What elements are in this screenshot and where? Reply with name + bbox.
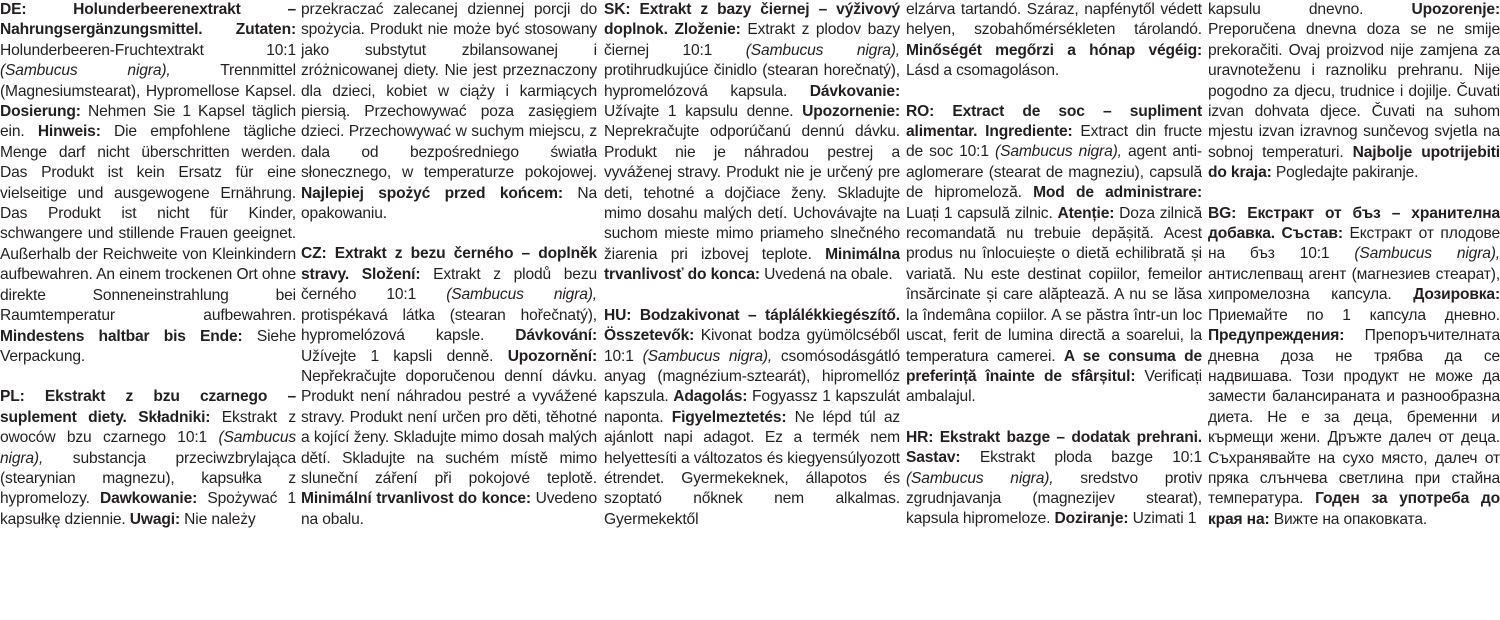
warning-text: Препоръчителната дневна доза не трябва да се надвишава. Този продукт не може да замести балансираната и разнообразна диета. Не е за деца, бременни и кърмещи жени. Дръжте далеч от деца. Съхранявайте на сухо място, далеч от пряка слънчева светлина при стайна температура. xyxy=(1208,327,1500,508)
section-cz xyxy=(301,244,597,530)
latin-name: (Sambucus nigra), xyxy=(0,429,296,467)
ingredients-text-2: protihrudkujúce činidlo (stearan horečnatý), hypromelózová kapsula. xyxy=(604,62,900,100)
best-before-text: Verificați ambalajul. xyxy=(906,367,1202,406)
ingredients-label: Sastav: xyxy=(906,449,961,467)
ingredients-text: Ekstrakt z owoców bzu czarnego 10:1 xyxy=(0,408,296,447)
ingredients-text-2: sredstvo protiv zgrudnjavanja (magnezijev stearat), kapsula hipromeloze. xyxy=(906,469,1202,528)
ingredients-label: Zutaten: xyxy=(235,21,296,39)
warning-label: Figyelmeztetés: xyxy=(671,408,787,426)
ingredients-label: Състав: xyxy=(1281,225,1343,243)
best-before-text: Uvedeno na obalu. xyxy=(301,490,597,528)
section-hu xyxy=(604,306,900,530)
latin-name: (Sambucus nigra), xyxy=(745,41,900,59)
dosage-label: Дозировка: xyxy=(1413,286,1500,304)
ingredients-text: Holunderbeeren-Fruchtextrakt 10:1 xyxy=(0,41,296,59)
dosage-text-start: Uzimati 1 xyxy=(1128,510,1197,528)
best-before-text: Lásd a csomagoláson. xyxy=(906,62,1060,80)
latin-name: (Sambucus nigra), xyxy=(446,286,597,304)
dosage-text: Spożywać 1 kapsułkę dziennie. xyxy=(0,490,296,528)
warning-label: Предупреждения: xyxy=(1208,327,1345,345)
dosage-text: Fogyassz 1 kapszulát naponta. xyxy=(604,388,900,426)
ingredients-label: Složení: xyxy=(361,265,421,283)
dosage-label: Mod de administrare: xyxy=(1033,184,1202,202)
warning-text-start: Ne lépd túl az ajánlott napi adagot. Ez a termék nem helyettesíti a változatos és kiegyensúlyozott étrendet. Gyermekeknek, állapotos és szoptató nőknek nem alkalmas. Gyermekektől xyxy=(604,408,900,528)
dosage-text: Nehmen Sie 1 Kapsel täglich ein. xyxy=(0,103,296,141)
ingredients-label: Zloženie: xyxy=(674,21,741,39)
latin-name: (Sambucus nigra), xyxy=(906,469,1054,487)
best-before-text: Uvedená na obale. xyxy=(759,266,893,284)
warning-label: Hinweis: xyxy=(37,123,101,141)
section-heading: RO: Extract de soc – supliment alimentar. xyxy=(906,102,1202,141)
best-before-text: Вижте на опаковката. xyxy=(1269,510,1428,528)
best-before-label: Najbolje upotrijebiti do kraja: xyxy=(1208,143,1500,182)
section-hu-continued: elzárva tartandó. Száraz, napfénytől védett helyen, szobahőmérsékleten tárolandó. Minőségét megőrzi a hónap végéig: Lásd a csomagoláson. xyxy=(906,1,1202,80)
section-hr xyxy=(906,428,1202,530)
latin-name: (Sambucus nigra), xyxy=(995,143,1122,161)
ingredients-text: Extrakt z plodů bezu černého 10:1 xyxy=(301,265,597,304)
section-hr-continued: kapsulu dnevno. Upozorenje: Preporučena dnevna doza se ne smije prekoračiti. Ovaj proizvod nije zamjena za uravnoteženu i raznoliku prehranu. Nije pogodno za djecu, trudnice i dojilje. Čuvati izvan dohvata djece. Čuvati na suhom mjestu izvan izravnog sunčevog svjetla na sobnoj temperaturi. Najbolje upotrijebiti do kraja: Pogledajte pakiranje. xyxy=(1208,1,1500,182)
best-before-label: Minimálna trvanlivosť do konca: xyxy=(604,245,900,284)
dosage-label: Doziranje: xyxy=(1054,510,1129,528)
section-heading: SK: Extrakt z bazy čiernej – výživový doplnok. xyxy=(604,1,900,39)
section-heading: HU: Bodzakivonat – táplálékkiegészítő. xyxy=(604,306,900,324)
dosage-text: Užívejte 1 kapsli denně. xyxy=(301,347,508,365)
warning-label: Uwagi: xyxy=(129,510,180,528)
best-before-label: Mindestens haltbar bis Ende: xyxy=(0,327,243,345)
best-before-label: Minőségét megőrzi a hónap végéig: xyxy=(906,41,1202,59)
warning-text-start: Nie należy xyxy=(180,510,256,528)
dosage-label: Dawkowanie: xyxy=(100,490,198,508)
best-before-label: A se consuma de preferință înainte de sfârșitul: xyxy=(906,347,1202,385)
warning-text: Nepřekračujte doporučenou denní dávku. Produkt není náhradou pestré a vyvážené stravy. Produkt není určen pro děti, těhotné a kojící ženy. Skladujte mimo dosah malých dětí. Skladujte na suchém místě mimo sluneční záření při pokojové teplotě. xyxy=(301,367,597,487)
best-before-label: Годен за употреба до края на: xyxy=(1208,490,1500,528)
warning-label: Upozorenje: xyxy=(1411,1,1500,18)
column-2 xyxy=(301,0,597,620)
section-sk xyxy=(604,0,900,286)
warning-text: Die empfohlene tägliche Menge darf nicht überschritten werden. Das Produkt ist kein Ersatz für eine vielseitige und ausgewogene Ernährung. Das Produkt ist nicht für Kinder, schwangere und stillende Frauen geeignet. Außerhalb der Reichweite von Kleinkindern aufbewahren. An einem trockenen Ort ohne direkte Sonneneinstrahlung bei Raumtemperatur aufbewahren. xyxy=(0,123,296,325)
ingredients-text: Екстракт от плодове на бъз 10:1 xyxy=(1208,225,1500,263)
ingredients-text-2: csomósodásgátló anyag (magnézium-sztearát), hipromellóz kapszula. xyxy=(604,347,900,406)
section-de xyxy=(0,0,296,367)
dosage-text: Luați 1 capsulă zilnic. xyxy=(906,204,1058,222)
ingredients-text-2: антислепващ агент (магнезиев стеарат), хипромелозна капсула. xyxy=(1208,265,1500,304)
ingredients-text: Extract din fructe de soc 10:1 xyxy=(906,123,1202,161)
column-3 xyxy=(604,0,900,620)
dosage-label: Dosierung: xyxy=(0,103,81,121)
dosage-text: Užívajte 1 kapsulu denne. xyxy=(604,103,803,121)
dosage-label: Dávkovanie: xyxy=(809,82,900,100)
ingredients-text: Kivonat bodza gyümölcséből 10:1 xyxy=(604,327,900,365)
warning-text: Preporučena dnevna doza se ne smije prekoračiti. Ovaj proizvod nije zamjena za uravnoteženu i raznoliku prehranu. Nije pogodno za djecu, trudnice i dojilje. Čuvati izvan dohvata djece. Čuvati na suhom mjestu izvan izravnog sunčevog svjetla na sobnoj temperaturi. xyxy=(1208,21,1500,161)
section-ro xyxy=(906,102,1202,408)
warning-text: Neprekračujte odporúčanú dennú dávku. Produkt nie je náhradou pestrej a vyváženej stravy. Produkt nie je určený pre deti, tehotné a dojčiace ženy. Skladujte mimo dosahu malých detí. Uchovávajte na suchom mieste mimo priameho slnečného žiarenia pri izbovej teplote. xyxy=(604,123,900,263)
ingredients-text-2: protispékavá látka (stearan hořečnatý), hypromelózová kapsle. xyxy=(301,306,597,345)
section-pl-continued: przekraczać zalecanej dziennej porcji do spożycia. Produkt nie może być stosowany jako substytut zbilansowanej i zróżnicowanej diety. Nie jest przeznaczony dla dzieci, kobiet w ciąży i karmiących piersią. Przechowywać poza zasięgiem dzieci. Przechowywać w suchym miejscu, z dala od bezpośredniego światła słonecznego, w temperaturze pokojowej. Najlepiej spożyć przed końcem: Na opakowaniu. xyxy=(301,1,597,223)
ingredients-text-2: agent anti-aglomerare (stearat de magneziu), capsulă de hipromeloză. xyxy=(906,143,1202,202)
latin-name: (Sambucus nigra), xyxy=(1354,245,1500,263)
column-4 xyxy=(906,0,1202,620)
ingredients-text-2: Trennmittel (Magnesiumstearat), Hypromellose Kapsel. xyxy=(0,62,296,100)
best-before-text: Na opakowaniu. xyxy=(301,184,597,223)
section-heading: CZ: Extrakt z bezu černého – doplněk stravy. xyxy=(301,245,597,283)
ingredients-label: Ingrediente: xyxy=(985,123,1073,141)
ingredients-text-2: substancja przeciwzbrylająca (stearynian magnezu), kapsułka z hypromelozy. xyxy=(0,449,296,508)
column-1 xyxy=(0,0,296,620)
section-heading: DE: Holunderbeerenextrakt – Nahrungsergänzungsmittel. xyxy=(0,1,296,39)
best-before-label: Najlepiej spożyć przed końcem: xyxy=(301,184,563,202)
latin-name: (Sambucus nigra), xyxy=(642,347,773,365)
dosage-text: Приемайте по 1 капсула дневно. xyxy=(1208,306,1500,324)
dosage-label: Dávkování: xyxy=(515,327,597,345)
section-pl xyxy=(0,387,296,530)
best-before-label: Minimální trvanlivost do konce: xyxy=(301,490,531,508)
ingredients-label: Összetevők: xyxy=(604,327,695,345)
column-5 xyxy=(1208,0,1500,620)
warning-label: Atenție: xyxy=(1057,204,1115,222)
dosage-label: Adagolás: xyxy=(673,388,748,406)
section-heading: PL: Ekstrakt z bzu czarnego – suplement diety. xyxy=(0,388,296,426)
best-before-text: Siehe Verpackung. xyxy=(0,327,296,365)
best-before-text: Pogledajte pakiranje. xyxy=(1271,164,1419,182)
section-heading: BG: Екстракт от бъз – хранителна добавка. xyxy=(1208,204,1500,243)
section-heading: HR: Ekstrakt bazge – dodatak prehrani. xyxy=(906,428,1202,446)
ingredients-label: Składniki: xyxy=(138,408,211,426)
latin-name: (Sambucus nigra), xyxy=(0,62,171,80)
warning-label: Upozornenie: xyxy=(802,103,900,121)
section-bg xyxy=(1208,204,1500,531)
ingredients-text: Extrakt z plodov bazy čiernej 10:1 xyxy=(604,21,900,59)
warning-text: Doza zilnică recomandată nu trebuie depășită. Acest produs nu înlocuiește o dietă echilibrată și variată. Nu este destinat copiilor, femeilor însărcinate și care alăptează. A nu se lăsa la îndemâna copiilor. A se păstra într-un loc uscat, ferit de lumina directă a soarelui, la temperatura camerei. xyxy=(906,204,1202,365)
ingredients-text: Ekstrakt ploda bazge 10:1 xyxy=(960,449,1202,467)
warning-label: Upozornění: xyxy=(507,347,597,365)
